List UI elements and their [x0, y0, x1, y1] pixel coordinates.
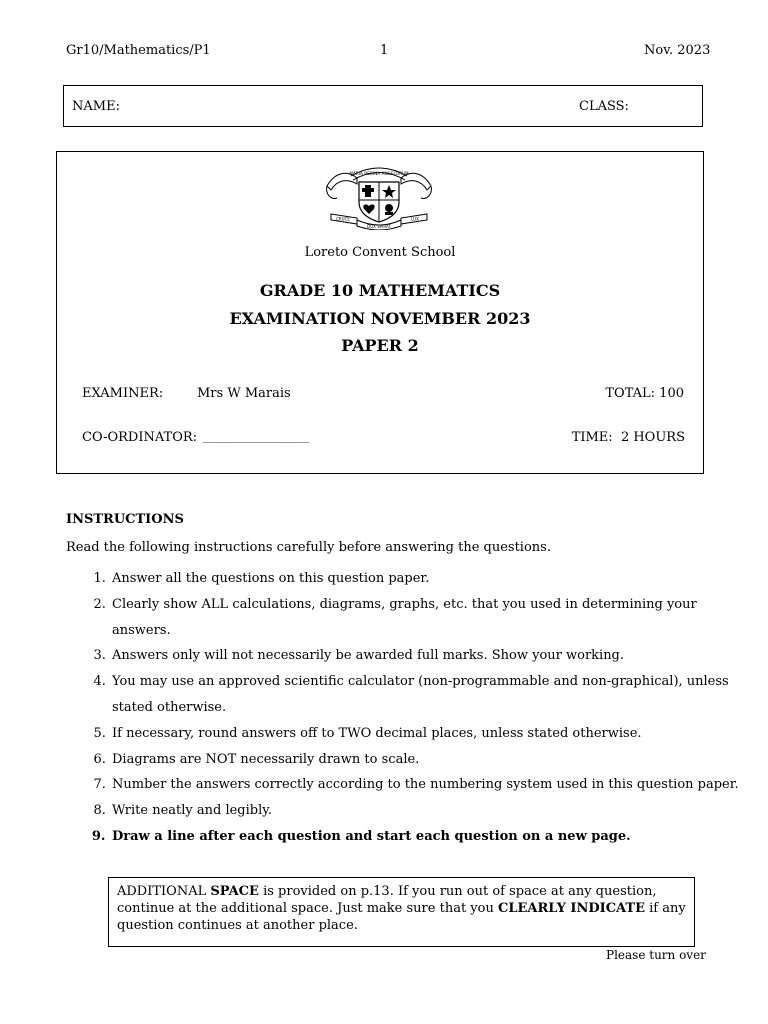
svg-text:MARIA REGINA ANGELORUM: MARIA REGINA ANGELORUM: [349, 171, 409, 176]
additional-space-notice: [108, 877, 695, 947]
exam-title-session: EXAMINATION NOVEMBER 2023: [229, 309, 531, 328]
notice-text-3: if any question continues at another place.: [117, 901, 686, 933]
instruction-item: 2. Clearly show ALL calculations, diagrams, graphs, etc. that you used in determining your answers.: [110, 592, 750, 644]
instruction-item: 6. Diagrams are NOT necessarily drawn to scale.: [110, 747, 750, 773]
instruction-item: 7. Number the answers correctly according to the numbering system used in this question paper.: [110, 772, 750, 798]
instructions-intro: Read the following instructions carefully before answering the questions.: [66, 540, 551, 555]
cover-box: [56, 151, 704, 474]
notice-text-1: ADDITIONAL: [117, 884, 211, 899]
coordinator-signature-line: ________________: [203, 430, 309, 443]
instruction-item: 9. Draw a line after each question and start each question on a new page.: [110, 824, 750, 850]
instruction-item: 1. Answer all the questions on this question paper.: [110, 566, 750, 592]
notice-emphasis-space: SPACE: [210, 884, 259, 899]
instruction-item: 5. If necessary, round answers off to TWO decimal places, unless stated otherwise.: [110, 721, 750, 747]
header-left: Gr10/Mathematics/P1: [66, 43, 211, 58]
school-crest-logo: [323, 164, 435, 230]
school-name: Loreto Convent School: [304, 245, 456, 260]
please-turn-over: Please turn over: [606, 948, 706, 962]
svg-text:CRUCE: CRUCE: [336, 216, 350, 222]
instructions-list: [70, 566, 750, 850]
svg-text:DUX SPIRAT: DUX SPIRAT: [367, 224, 391, 229]
time-allowed: TIME: 2 HOURS: [571, 430, 685, 445]
instructions-heading: INSTRUCTIONS: [66, 512, 184, 527]
instruction-item: 4. You may use an approved scientific calculator (non-programmable and non-graphical), unless stated otherwise.: [110, 669, 750, 721]
page-number: 1: [380, 43, 389, 58]
examiner-label: EXAMINER:: [82, 386, 164, 401]
notice-emphasis-indicate: CLEARLY INDICATE: [497, 901, 646, 916]
notice-text-2: is provided on p.13. If you run out of space at any question, continue at the additional space. Just make sure that you: [117, 884, 657, 916]
total-marks: TOTAL: 100: [605, 386, 684, 401]
instruction-item: 8. Write neatly and legibly.: [110, 798, 750, 824]
instruction-item: 3. Answers only will not necessarily be awarded full marks. Show your working.: [110, 643, 750, 669]
header-right: Nov. 2023: [644, 43, 711, 58]
class-label: CLASS:: [579, 99, 629, 114]
name-class-box: [63, 85, 703, 127]
name-label: NAME:: [72, 99, 120, 114]
coordinator-label: CO-ORDINATOR:: [82, 430, 198, 445]
exam-title-subject: GRADE 10 MATHEMATICS: [259, 281, 501, 300]
examiner-name: Mrs W Marais: [197, 386, 291, 401]
exam-title-paper: PAPER 2: [341, 336, 419, 355]
svg-text:LUX: LUX: [411, 216, 419, 222]
